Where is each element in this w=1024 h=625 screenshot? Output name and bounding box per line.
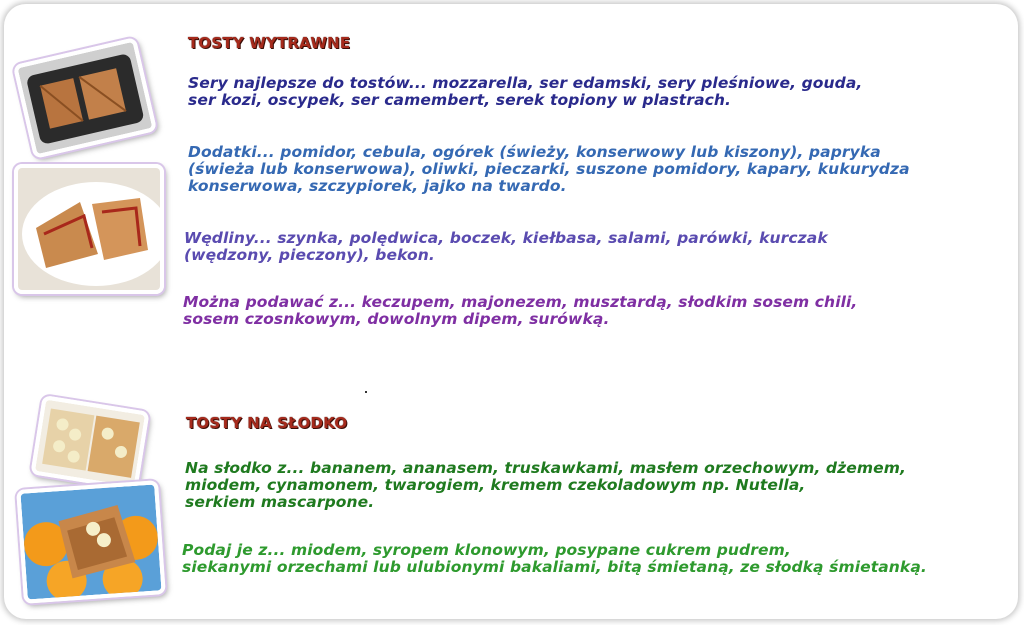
paragraph-line: (wędzony, pieczony), bekon. [184, 246, 435, 264]
paragraph-line: Można podawać z... keczupem, majonezem, musztardą, słodkim sosem chili, [183, 293, 858, 311]
paragraph-line: Podaj je z... miodem, syropem klonowym, posypane cukrem pudrem, [182, 541, 791, 559]
paragraph-line: Wędliny... szynka, polędwica, boczek, kiełbasa, salami, parówki, kurczak [184, 229, 828, 247]
paragraph-line: Sery najlepsze do tostów... mozzarella, ser edamski, sery pleśniowe, gouda, [188, 74, 863, 92]
paragraph-line: sosem czosnkowym, dowolnym dipem, surówką. [183, 310, 610, 328]
heading-savory: TOSTY WYTRAWNE [188, 34, 351, 52]
stray-dot [365, 391, 367, 393]
photo-banana-toast-raw [30, 395, 149, 491]
paragraph-line: Dodatki... pomidor, cebula, ogórek (świeży, konserwowy lub kiszony), papryka [188, 143, 881, 161]
paragraph-line: Na słodko z... bananem, ananasem, truskawkami, masłem orzechowym, dżemem, [185, 459, 906, 477]
paragraph-sweet-fillings [185, 460, 906, 511]
paragraph-extras [188, 144, 910, 195]
photo-sweet-toasts-orange [16, 480, 166, 604]
paragraph-savory-serve [183, 294, 857, 328]
paragraph-sweet-serve [182, 542, 927, 576]
paragraph-line: siekanymi orzechami lub ulubionymi bakaliami, bitą śmietaną, ze słodką śmietanką. [182, 558, 927, 576]
paragraph-line: ser kozi, oscypek, ser camembert, serek topiony w plastrach. [188, 91, 732, 109]
heading-sweet: TOSTY NA SŁODKO [186, 414, 348, 432]
paragraph-line: miodem, cynamonem, twarogiem, kremem czekoladowym np. Nutella, [185, 476, 806, 494]
paragraph-line: serkiem mascarpone. [185, 493, 375, 511]
photo-savory-toasts [14, 164, 164, 294]
paragraph-line: (świeża lub konserwowa), oliwki, pieczarki, suszone pomidory, kapary, kukurydza [188, 160, 910, 178]
paragraph-line: konserwowa, szczypiorek, jajko na twardo. [188, 177, 567, 195]
paragraph-cheese [188, 75, 862, 109]
paragraph-meats [184, 230, 828, 264]
